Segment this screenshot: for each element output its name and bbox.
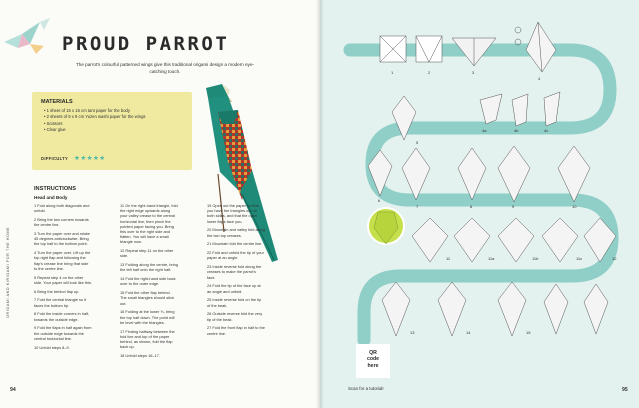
step-diagram-11 xyxy=(412,218,451,262)
step-label: 11 xyxy=(446,256,451,261)
instruction-step: 17 Finding halfway between the fold line and top of the paper behind, as shown, fold the flap back up. xyxy=(120,328,175,350)
step-label: 8 xyxy=(470,204,473,209)
instruction-step: 3 Turn the paper over and rotate 45 degrees anticlockwise. Bring the top half to the bottom point. xyxy=(34,231,90,247)
instruction-step: 27 Fold the front flap in half to the centre line. xyxy=(207,325,265,336)
step-diagram-11b xyxy=(498,218,534,262)
instruction-step: 14 Fold the right-hand side back over to the outer edge. xyxy=(120,276,176,287)
instruction-step: 23 Inside reverse fold along the creases to make the parrot's face. xyxy=(207,264,262,280)
instructions-column-1 xyxy=(34,203,92,353)
difficulty-label: DIFFICULTY xyxy=(41,156,69,161)
instructions-subtitle: Head and Body xyxy=(34,195,68,200)
instruction-step: 9 Fold the flaps in half again from the outside edge towards the central horizontal line. xyxy=(34,325,92,341)
step-label: 2 xyxy=(428,70,431,75)
step-diagram-13 xyxy=(382,282,410,336)
step-diagram-4 xyxy=(526,22,556,72)
instruction-step: 5 Repeat step 4 on the other side. Your paper will look like this. xyxy=(34,274,92,285)
materials-item: • 1 sheet of 15 x 15 cm tant paper for the body xyxy=(44,108,184,114)
instruction-step: 18 Unfold steps 16–17. xyxy=(120,353,161,359)
running-head: ORIGAMI AND KIRIGAMI FOR THE HOME xyxy=(6,226,10,318)
right-page xyxy=(320,0,639,408)
step-diagram-11a xyxy=(454,218,490,262)
instruction-step: 2 Bring the two corners towards the centre line. xyxy=(34,217,89,228)
step-diagram-1 xyxy=(380,36,406,62)
page-number-right: 95 xyxy=(622,387,628,393)
materials-item: • Clear glue xyxy=(44,127,184,133)
step-label: 12 xyxy=(612,256,617,261)
step-label: 4c xyxy=(544,128,549,133)
qr-text-line: here xyxy=(367,362,379,369)
instruction-step: 25 Inside reverse fold on the tip of the beak. xyxy=(207,297,262,308)
page-number-left: 94 xyxy=(10,387,16,393)
instruction-step: 16 Folding at the lower ⅓, bring the top half down. The point will be level with the triangles. xyxy=(120,309,175,325)
step-label: 5 xyxy=(416,140,419,145)
step-label: 11b xyxy=(532,256,539,261)
step-label: 4 xyxy=(538,76,541,81)
step-diagram-4b xyxy=(480,94,502,124)
step-label: 13 xyxy=(410,330,415,335)
step-label: 15 xyxy=(526,330,531,335)
instruction-step: 24 Fold the tip of the face up at an angle and unfold. xyxy=(207,283,261,294)
step-diagram-16 xyxy=(544,284,568,334)
step-label: 7 xyxy=(416,204,419,209)
step-diagram-4-arrow xyxy=(515,27,521,45)
materials-heading: MATERIALS xyxy=(41,99,73,105)
step-label: 4b xyxy=(514,128,519,133)
step-diagram-2 xyxy=(416,36,442,62)
step-diagram-7 xyxy=(402,148,430,200)
qr-text-line: code xyxy=(366,356,380,363)
instructions-title: INSTRUCTIONS xyxy=(34,186,76,192)
step-label: 9 xyxy=(512,204,515,209)
step-label: 1 xyxy=(391,70,394,75)
step-diagram-17 xyxy=(584,284,608,334)
step-label: 11a xyxy=(488,256,495,261)
instruction-step: 13 Folding along the centre, bring the left half onto the right half. xyxy=(120,262,178,273)
book-gutter xyxy=(316,0,324,408)
instruction-step: 7 Fold the central triangle so it faces the bottom tip. xyxy=(34,297,87,308)
instruction-step: 21 Mountain fold the centre line. xyxy=(207,241,263,247)
qr-text-line: QR xyxy=(369,350,377,356)
instruction-step: 22 Fold and unfold the tip of your paper at an angle. xyxy=(207,250,264,261)
step-label: 11c xyxy=(576,256,583,261)
instruction-step: 15 Fold the other flap behind. The small triangles should stick out. xyxy=(120,290,175,306)
step-label: 14 xyxy=(466,330,471,335)
qr-caption: Scan for a tutorial! xyxy=(348,386,384,391)
instruction-step: 1 Fold along both diagonals and unfold. xyxy=(34,203,90,214)
materials-list xyxy=(44,108,184,134)
intro-text: The parrot's colourful patterned wings give this traditional origami design a modern eye-catching touch. xyxy=(75,62,255,74)
step-diagram-14 xyxy=(438,282,466,336)
instruction-step: 6 Bring the behind flap up. xyxy=(34,288,80,294)
instructions-column-2 xyxy=(120,203,178,362)
step-label: 10 xyxy=(572,204,577,209)
materials-box xyxy=(32,92,192,170)
materials-item: • 2 sheets of 9 x 9 cm Yuzen washi paper for the wings xyxy=(44,114,184,120)
instruction-step: 19 Open out the paper so that you have the triangles out on both sides, and that the open lower flaps face you. xyxy=(207,203,259,224)
instruction-step: 26 Outside reverse fold the very tip of the beak. xyxy=(207,311,263,322)
step-diagram-15 xyxy=(498,282,526,336)
origami-crane-decoration xyxy=(0,14,56,58)
page-title: PROUD PARROT xyxy=(62,33,230,55)
step-label: 6 xyxy=(378,198,381,203)
qr-code-text xyxy=(356,350,390,369)
instruction-step: 12 Repeat step 11 on the other side. xyxy=(120,248,174,259)
instruction-step: 20 Mountain and valley fold along the two top creases. xyxy=(207,227,265,238)
step-diagram-5 xyxy=(544,92,560,126)
step-diagram-4c xyxy=(512,94,528,126)
instructions-column-3 xyxy=(207,203,265,339)
step-label: 4a xyxy=(482,128,487,133)
step-diagram-8 xyxy=(458,148,486,200)
instruction-step: 8 Fold the inside corners in half, towards the outside edge. xyxy=(34,311,90,322)
difficulty-stars: ★★★★★ xyxy=(74,155,106,162)
step-diagram-11c xyxy=(542,218,578,262)
instruction-step: 11 On the right-hand triangle, fold the right edge upwards along your valley crease to the central horizontal line, then pinch the pointed paper facing you. Bring this over to the right side and flatten. You will have a small triangle now. xyxy=(120,203,178,245)
instruction-step: 10 Unfold steps 8–9. xyxy=(34,344,70,350)
materials-item: • Scissors xyxy=(44,121,184,127)
step-label: 3 xyxy=(472,70,475,75)
instruction-step: 4 Turn the paper over. Lift up the top right flap and following the flap's crease line bring that side to the centre line. xyxy=(34,250,91,271)
